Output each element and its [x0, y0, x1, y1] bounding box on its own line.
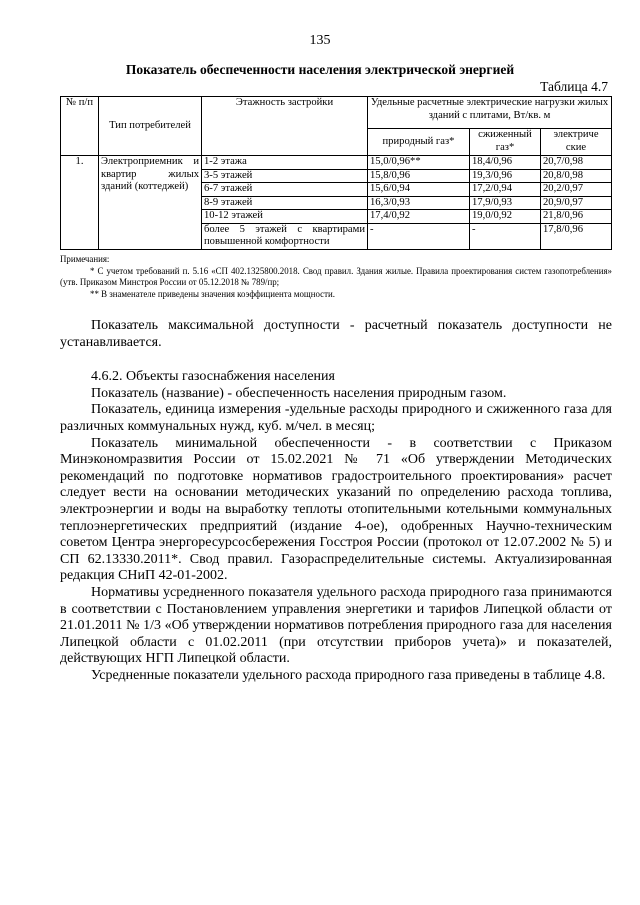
header-natural-gas: природный газ*: [368, 129, 470, 156]
natural-gas-cell: 15,6/0,94: [368, 183, 470, 197]
electric-cell: 20,8/0,98: [541, 169, 612, 183]
natural-gas-cell: 15,8/0,96: [368, 169, 470, 183]
paragraph: Показатель минимальной обеспеченности - в соответствии с Приказом Минэкономразвития России от 15.02.2021 № 71 «Об утверждении Методических рекомендаций по подготовке нормативов градостроительного проектирования» расчет следует вести на основании методических указаний по определению расхода топлива, электроэнергии и воды на выработку теплоты отопительными котельными коммунальных теплоэнергетических предприятий (издание 4-ое), одобренных Научно-техническим советом Центра энергоресурсосбережения Госстроя России (протокол от 12.07.2002 № 5) и СП 62.13330.2011*. Свод правил. Газораспределительные системы. Актуализированная редакция СНиП 42-01-2002.: [60, 435, 612, 584]
header-liquefied-gas: сжиженный газ*: [470, 129, 541, 156]
liquefied-gas-cell: -: [470, 223, 541, 249]
table-title: Показатель обеспеченности населения электрической энергией: [125, 62, 515, 77]
natural-gas-cell: 17,4/0,92: [368, 210, 470, 224]
table-row: [61, 156, 612, 170]
page-number: 135: [309, 33, 331, 48]
notes-heading: Примечания:: [60, 254, 110, 264]
note-1: * С учетом требований п. 5.16 «СП 402.1325800.2018. Свод правил. Здания жилые. Правила проектирования систем газопотребления» (утв. Приказом Минстроя России от 05.12.2018 № 789/пр;: [60, 265, 612, 288]
electric-load-table: [60, 96, 612, 250]
liquefied-gas-cell: 17,2/0,94: [470, 183, 541, 197]
floors-cell: 10-12 этажей: [202, 210, 368, 224]
paragraph: Показатель максимальной доступности - расчетный показатель доступности не устанавливается.: [60, 318, 612, 350]
table-notes: [60, 254, 612, 300]
electric-cell: 21,8/0,96: [541, 210, 612, 224]
body-text: [60, 318, 612, 684]
floors-cell: 6-7 этажей: [202, 183, 368, 197]
note-2: ** В знаменателе приведены значения коэффициента мощности.: [90, 288, 335, 299]
electric-cell: 17,8/0,96: [541, 223, 612, 249]
electric-cell: 20,2/0,97: [541, 183, 612, 197]
header-electric: электриче ские: [541, 129, 612, 156]
consumer-type: Электроприемник и квартир жилых зданий (коттеджей): [99, 156, 202, 250]
paragraph: Нормативы усредненного показателя удельного расхода природного газа принимаются в соответствии с Постановлением управления энергетики и тарифов Липецкой области от 21.01.2011 № 1/3 «Об утверждении нормативов потребления природного газа для населения Липецкой области с 01.02.2011 (при отсутствии приборов учета)» и показателей, действующих НГП Липецкой области.: [60, 584, 612, 667]
table-label: Таблица 4.7: [540, 79, 608, 94]
floors-cell: 1-2 этажа: [202, 156, 368, 170]
natural-gas-cell: 15,0/0,96**: [368, 156, 470, 170]
liquefied-gas-cell: 18,4/0,96: [470, 156, 541, 170]
liquefied-gas-cell: 19,0/0,92: [470, 210, 541, 224]
row-number: 1.: [61, 156, 99, 250]
liquefied-gas-cell: 17,9/0,93: [470, 196, 541, 210]
floors-cell: 8-9 этажей: [202, 196, 368, 210]
header-consumer-type: Тип потребителей: [99, 97, 202, 156]
section-heading: 4.6.2. Объекты газоснабжения населения: [91, 369, 335, 385]
header-loads: Удельные расчетные электрические нагрузки жилых зданий с плитами, Вт/кв. м: [368, 97, 612, 129]
floors-cell: 3-5 этажей: [202, 169, 368, 183]
header-floors: Этажность застройки: [202, 97, 368, 156]
electric-cell: 20,9/0,97: [541, 196, 612, 210]
floors-cell: более 5 этажей с квартирами повышенной комфортности: [202, 223, 368, 249]
liquefied-gas-cell: 19,3/0,96: [470, 169, 541, 183]
natural-gas-cell: -: [368, 223, 470, 249]
table-header-row: [61, 97, 612, 129]
paragraph: Показатель, единица измерения -удельные расходы природного и сжиженного газа для различных коммунальных нужд, куб. м/чел. в месяц;: [60, 402, 612, 434]
natural-gas-cell: 16,3/0,93: [368, 196, 470, 210]
header-num: № п/п: [61, 97, 99, 156]
paragraph: Усредненные показатели удельного расхода природного газа приведены в таблице 4.8.: [91, 667, 606, 683]
paragraph: Показатель (название) - обеспеченность населения природным газом.: [91, 385, 507, 401]
electric-cell: 20,7/0,98: [541, 156, 612, 170]
